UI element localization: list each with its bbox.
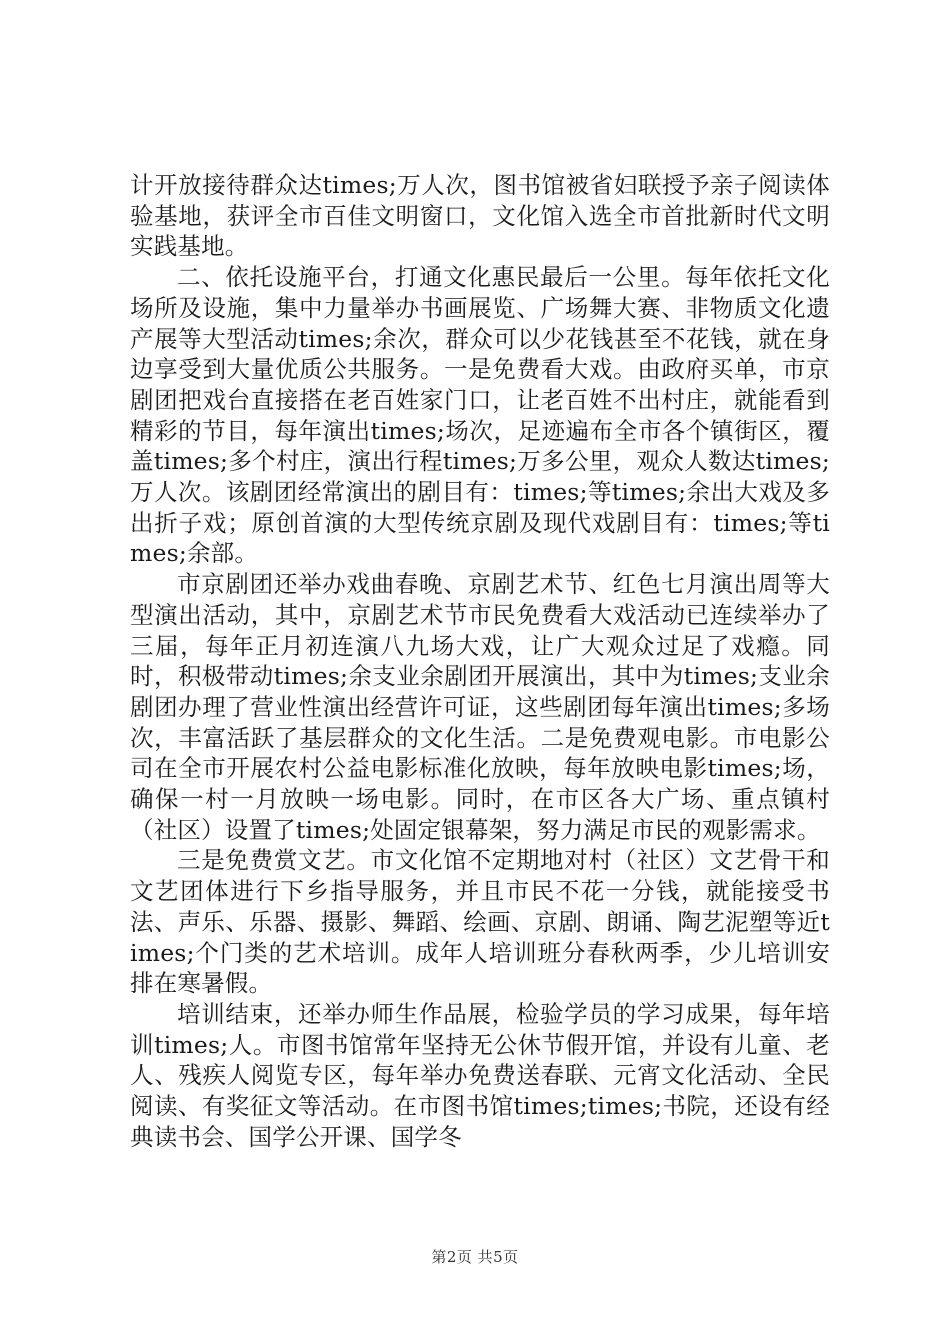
paragraph-4: 三是免费赏文艺。市文化馆不定期地对村（社区）文艺骨干和文艺团体进行下乡指导服务，并且市民不花一分钱，就能接受书法、声乐、乐器、摄影、舞蹈、绘画、京剧、朗诵、陶艺泥塑等近times;个门类的艺术培训。成年人培训班分春秋两季，少儿培训安排在寒暑假。 — [130, 846, 830, 998]
paragraph-5: 培训结束，还举办师生作品展，检验学员的学习成果，每年培训times;人。市图书馆常年坚持无公休节假开馆，并设有儿童、老人、残疾人阅览专区，每年举办免费送春联、元宵文化活动、全民阅读、有奖征文等活动。在市图书馆times;times;书院，还设有经典读书会、国学公开课、国学冬 — [130, 999, 830, 1151]
page-footer — [0, 1246, 950, 1267]
document-body — [130, 170, 830, 1153]
paragraph-3: 市京剧团还举办戏曲春晚、京剧艺术节、红色七月演出周等大型演出活动，其中，京剧艺术节市民免费看大戏活动已连续举办了三届，每年正月初连演八九场大戏，让广大观众过足了戏瘾。同时，积极带动times;余支业余剧团开展演出，其中为times;支业余剧团办理了营业性演出经营许可证，这些剧团每年演出times;多场次，丰富活跃了基层群众的文化生活。二是免费观电影。市电影公司在全市开展农村公益电影标准化放映，每年放映电影times;场，确保一村一月放映一场电影。同时，在市区各大广场、重点镇村（社区）设置了times;处固定银幕架，努力满足市民的观影需求。 — [130, 570, 830, 844]
page-number-indicator: 第2页 共5页 — [431, 1248, 519, 1266]
paragraph-2: 二、依托设施平台，打通文化惠民最后一公里。每年依托文化场所及设施，集中力量举办书画展览、广场舞大赛、非物质文化遗产展等大型活动times;余次，群众可以少花钱甚至不花钱，就在身边享受到大量优质公共服务。一是免费看大戏。由政府买单，市京剧团把戏台直接搭在老百姓家门口，让老百姓不出村庄，就能看到精彩的节目，每年演出times;场次，足迹遍布全市各个镇街区，覆盖times;多个村庄，演出行程times;万多公里，观众人数达times;万人次。该剧团经常演出的剧目有：times;等times;余出大戏及多出折子戏；原创首演的大型传统京剧及现代戏剧目有：times;等times;余部。 — [130, 263, 830, 568]
paragraph-1: 计开放接待群众达times;万人次，图书馆被省妇联授予亲子阅读体验基地，获评全市百佳文明窗口，文化馆入选全市首批新时代文明实践基地。 — [130, 171, 830, 261]
